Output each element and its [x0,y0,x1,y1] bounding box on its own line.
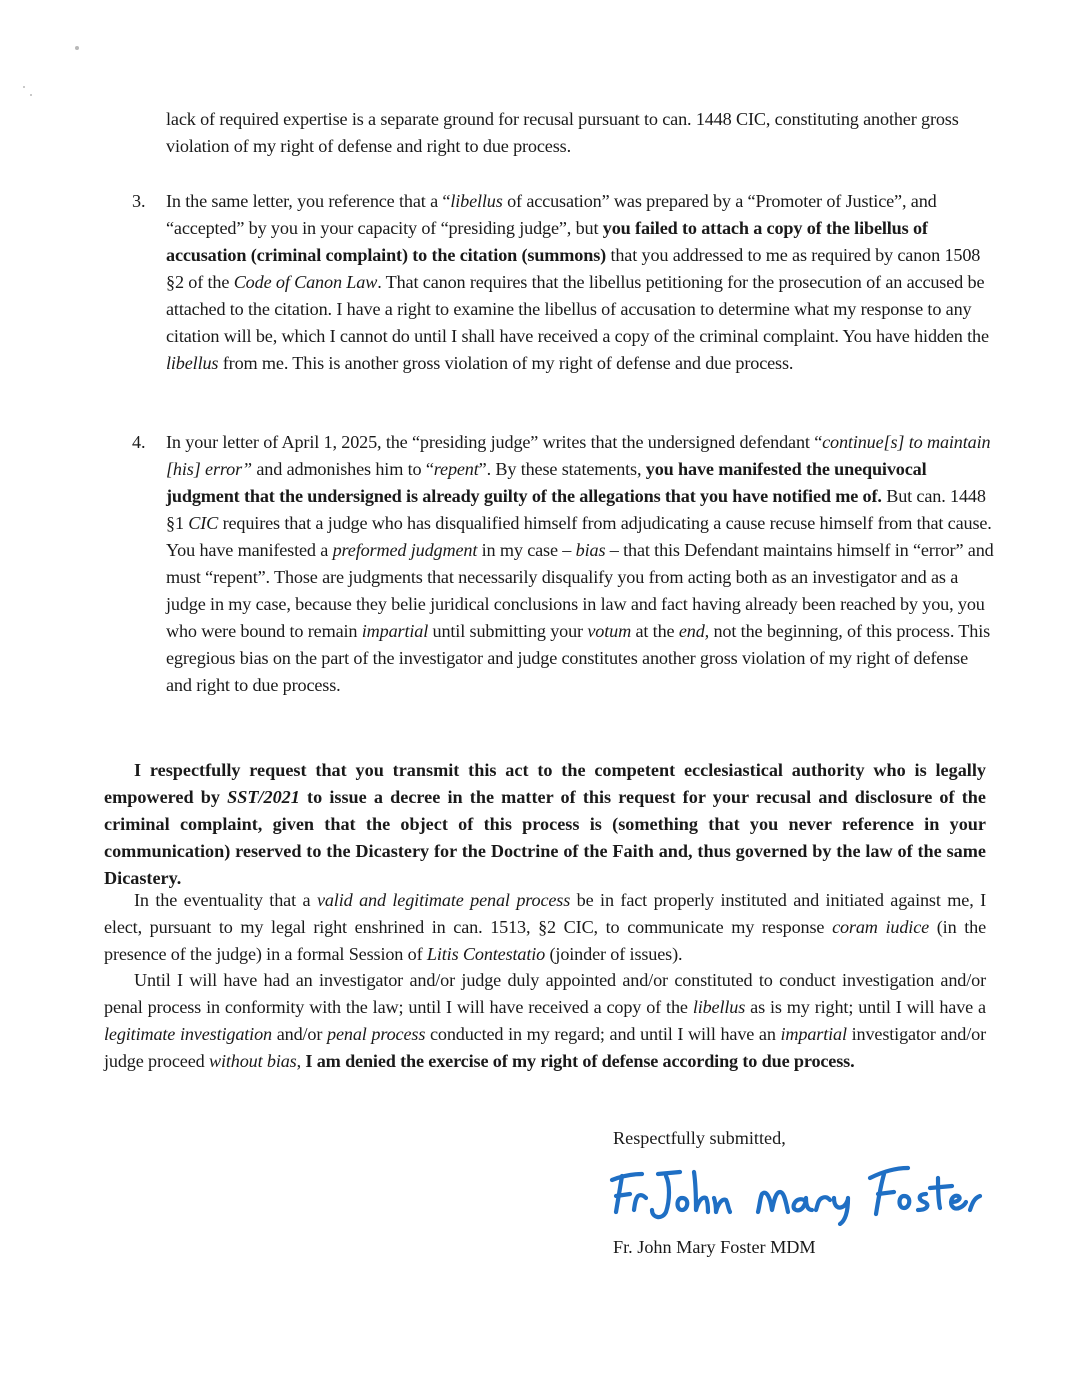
text-run: and/or [271,1024,328,1044]
text-run: (joinder of issues). [545,944,683,964]
text-run: as is my right; until I will have a [745,997,986,1017]
numbered-item-3 [132,188,1002,377]
italic-term: coram iudice [832,917,930,937]
italic-term: penal process [327,1024,426,1044]
italic-term: votum [587,621,632,641]
scan-speck [23,86,25,88]
text-run: – that this Defendant maintains himself in “error” and must “repent”. Those are judgments that necessarily disqualify you from acting both as an investigator and as a judge in my case, because they belie juridical conclusions in law and fact having already been reached by you, you who were bound to remain [166,540,994,641]
text-run: In the eventuality that a [134,890,317,910]
item-4-body [166,429,996,699]
bold-statement: you have manifested the unequivocal judgment that the undersigned is already guilty of the allegations that you have notified me of. [166,459,927,506]
italic-term: impartial [780,1024,847,1044]
text-run: not the beginning, of this process. This egregious bias on the part of the investigator and judge constitutes another gross violation of my right of defense and right to due process. [166,621,991,695]
eventuality-paragraph [104,887,986,968]
text-run: at the [631,621,679,641]
scan-speck [75,46,79,50]
italic-term: libellus [166,353,219,373]
text-run: ”. By these statements, [478,459,646,479]
text-run: of accusation” was prepared by a “Promoter of Justice”, and “accepted” by you in your capacity of “presiding judge”, but [166,191,937,238]
text-run: , [296,1051,306,1071]
italic-term: libellus [450,191,503,211]
italic-term: libellus [692,997,746,1017]
italic-quote: continue[s] to maintain [his] error” [166,432,991,479]
italic-term: SST/2021 [227,787,300,807]
until-paragraph [104,967,986,1075]
text-run: in my case – [477,540,576,560]
text-run: But can. 1448 §1 [166,486,986,533]
text-run: to issue a decree in the matter of this request for your recusal and disclosure of the criminal complaint, given that the object of this process is (something that you never reference in your communication) reserved to the Dicastery for the Doctrine of the Faith and, thus governed by the law of the same Dicastery. [104,787,986,888]
item-2-continuation [166,106,996,160]
italic-term: without bias [208,1051,297,1071]
italic-term: preformed judgment [332,540,478,560]
italic-term: Litis Contestatio [426,944,546,964]
text-run: until submitting your [428,621,588,641]
request-paragraph [104,757,986,892]
italic-term: impartial [361,621,429,641]
text-run: Until I will have had an investigator and/or judge duly appointed and/or constituted to conduct investigation and/or penal process in conformity with the law; until I will have received a copy of the [104,970,986,1017]
scan-speck [30,94,32,96]
text-run: requires that a judge who has disqualified himself from adjudicating a cause recuse himself from that cause. You have manifested a [166,513,992,560]
numbered-item-4 [132,429,1002,699]
item-number: 4. [132,432,146,452]
closing-salutation: Respectfully submitted, [613,1128,786,1148]
italic-term: legitimate investigation [104,1024,272,1044]
bold-statement: you failed to attach a copy of the libellus of accusation (criminal complaint) to the citation (summons) [166,218,928,265]
text-run: In your letter of April 1, 2025, the “presiding judge” writes that the undersigned defendant “ [166,432,823,452]
italic-term: bias [575,540,606,560]
bold-statement: I am denied the exercise of my right of defense according to due process. [305,1051,855,1071]
italic-term: CIC [188,513,219,533]
text-run: investigator and/or judge proceed [104,1024,986,1071]
handwritten-signature [608,1162,988,1226]
continuation-text: lack of required expertise is a separate ground for recusal pursuant to can. 1448 CIC, constituting another gross violation of my right of defense and right to due process. [166,109,959,156]
text-run: from me. This is another gross violation of my right of defense and due process. [218,353,794,373]
italic-term: end, [678,621,710,641]
text-run: that you addressed to me as required by canon 1508 §2 of the [166,245,981,292]
text-run: I respectfully request that you transmit this act to the competent ecclesiastical authority who is legally empowered by [104,760,986,807]
printed-signatory-name: Fr. John Mary Foster MDM [613,1237,816,1257]
item-number: 3. [132,191,146,211]
item-3-body [166,188,996,377]
text-run: In the same letter, you reference that a “ [166,191,451,211]
italic-quote: repent [433,459,479,479]
italic-term: Code of Canon Law [233,272,378,292]
text-run: and admonishes him to “ [251,459,434,479]
text-run: conducted in my regard; and until I will have an [425,1024,781,1044]
italic-term: valid and legitimate penal process [316,890,571,910]
text-run: . That canon requires that the libellus petitioning for the prosecution of an accused be attached to the citation. I have a right to examine the libellus of accusation to determine what my response to any citation will be, which I cannot do until I shall have received a copy of the criminal complaint. You have hidden the [166,272,989,346]
text-run: be in fact properly instituted and initiated against me, I elect, pursuant to my legal right enshrined in can. 1513, §2 CIC, to communicate my response [104,890,987,937]
signature-icon [608,1162,988,1226]
text-run: (in the presence of the judge) in a formal Session of [104,917,986,964]
